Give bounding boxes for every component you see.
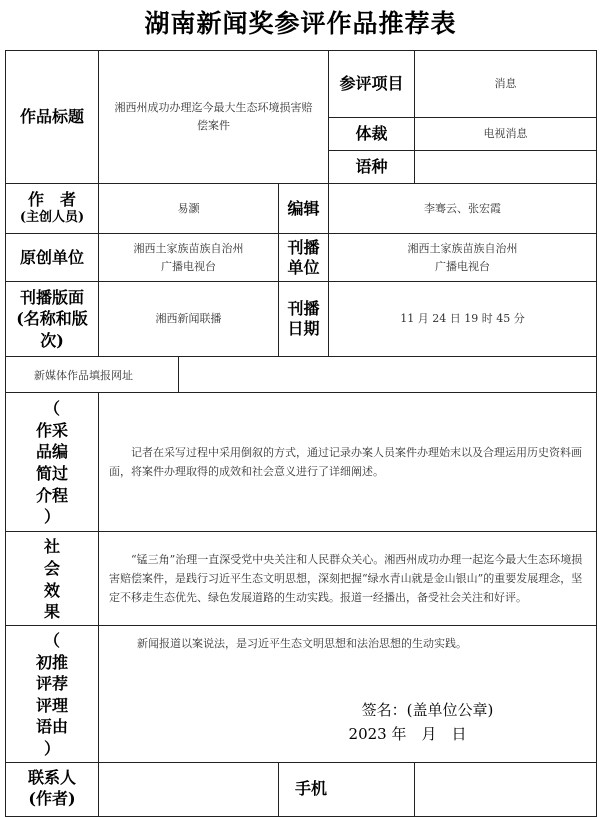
phone-label: 手机 xyxy=(279,762,415,816)
author-value: 易灏 xyxy=(99,184,279,234)
work-title-label: 作品标题 xyxy=(6,51,99,184)
process-label-char: 品编 xyxy=(35,442,68,462)
publisher-line2: 广播电视台 xyxy=(435,259,491,273)
origin-unit-line1: 湘西土家族苗族自治州 xyxy=(133,241,244,255)
contact-label xyxy=(6,762,99,816)
signature-line: 签名：(盖单位公章) xyxy=(361,701,494,719)
publisher-line1: 湘西土家族苗族自治州 xyxy=(407,241,518,255)
phone-value xyxy=(415,762,597,816)
recommendation-text: 新闻报道以案说法，是习近平生态文明思想和法治思想的生动实践。 xyxy=(137,637,467,650)
edition-label-line2: (名称和版 xyxy=(16,309,88,329)
process-text: 记者在采写过程中采用倒叙的方式，通过记录办案人员案件办理始末以及合理运用历史资料画面，将案件办理取得的成效和社会意义进行了详细阐述。 xyxy=(99,393,597,532)
recommendation-label-char: 初推 xyxy=(35,652,68,672)
recommendation-label-char: 语由 xyxy=(35,717,68,737)
category-label: 参评项目 xyxy=(329,51,415,118)
recommendation-label-char: 评理 xyxy=(35,695,68,715)
contact-value xyxy=(99,762,279,816)
author-label xyxy=(6,184,99,234)
editor-label: 编辑 xyxy=(279,184,329,234)
process-label-char: ） xyxy=(43,507,60,527)
process-label-char: 简过 xyxy=(35,464,68,483)
author-label-sub: (主创人员) xyxy=(19,209,85,225)
editor-value: 李骞云、张宏霞 xyxy=(329,184,597,234)
recommendation-cell xyxy=(99,626,597,763)
category-value: 消息 xyxy=(415,51,597,118)
recommendation-label-char: （ xyxy=(43,631,60,650)
recommendation-label xyxy=(6,626,99,763)
process-label-char: 作采 xyxy=(35,420,68,440)
social-effect-label-char: 果 xyxy=(43,602,60,622)
recommendation-form xyxy=(5,50,597,817)
language-label: 语种 xyxy=(329,151,415,184)
social-effect-label-char: 会 xyxy=(43,558,60,578)
social-effect-label xyxy=(6,532,99,626)
origin-unit-line2: 广播电视台 xyxy=(161,259,216,273)
publisher-label xyxy=(279,234,329,282)
genre-label: 体裁 xyxy=(329,118,415,151)
publisher-label-line1: 刊播 xyxy=(287,237,320,257)
edition-label-line1: 刊播版面 xyxy=(19,287,84,307)
recommendation-label-char: 评荐 xyxy=(35,674,68,694)
author-label-main: 作 者 xyxy=(27,190,76,210)
new-media-url-label: 新媒体作品填报网址 xyxy=(6,357,179,393)
social-effect-text: “锰三角”治理一直深受党中央关注和人民群众关心。湘西州成功办理一起迄今最大生态环境损害赔偿案件，是践行习近平生态文明思想，深刻把握“绿水青山就是金山银山”的重要发展理念，坚定不移走生态优先、绿色发展道路的生动实践。报道一经播出，备受社会关注和好评。 xyxy=(99,532,597,626)
origin-unit-value xyxy=(99,234,279,282)
signature-date: 2023 年 月 日 xyxy=(348,725,467,743)
publish-date-label-line1: 刊播 xyxy=(287,299,320,318)
origin-unit-label: 原创单位 xyxy=(6,234,99,282)
page-title: 湖南新闻奖参评作品推荐表 xyxy=(144,9,457,38)
publish-date-label xyxy=(279,282,329,357)
genre-value: 电视消息 xyxy=(415,118,597,151)
contact-label-line1: 联系人 xyxy=(27,768,76,788)
contact-label-line2: (作者) xyxy=(28,789,76,809)
edition-label xyxy=(6,282,99,357)
publisher-value xyxy=(329,234,597,282)
social-effect-label-char: 效 xyxy=(43,580,60,600)
publish-date-label-line2: 日期 xyxy=(287,319,320,338)
language-value xyxy=(415,151,597,184)
new-media-url-value xyxy=(179,357,597,393)
recommendation-label-char: ） xyxy=(43,738,60,758)
social-effect-label-char: 社 xyxy=(43,537,60,557)
edition-value: 湘西新闻联播 xyxy=(99,282,279,357)
process-label xyxy=(6,393,99,532)
publish-date-value: 11 月 24 日 19 时 45 分 xyxy=(329,282,597,357)
publisher-label-line2: 单位 xyxy=(287,257,320,277)
process-label-char: 介程 xyxy=(35,485,68,505)
edition-label-line3: 次) xyxy=(40,330,64,350)
process-label-char: （ xyxy=(43,399,60,419)
work-title-value: 湘西州成功办理迄今最大生态环境损害赔偿案件 xyxy=(99,51,329,184)
